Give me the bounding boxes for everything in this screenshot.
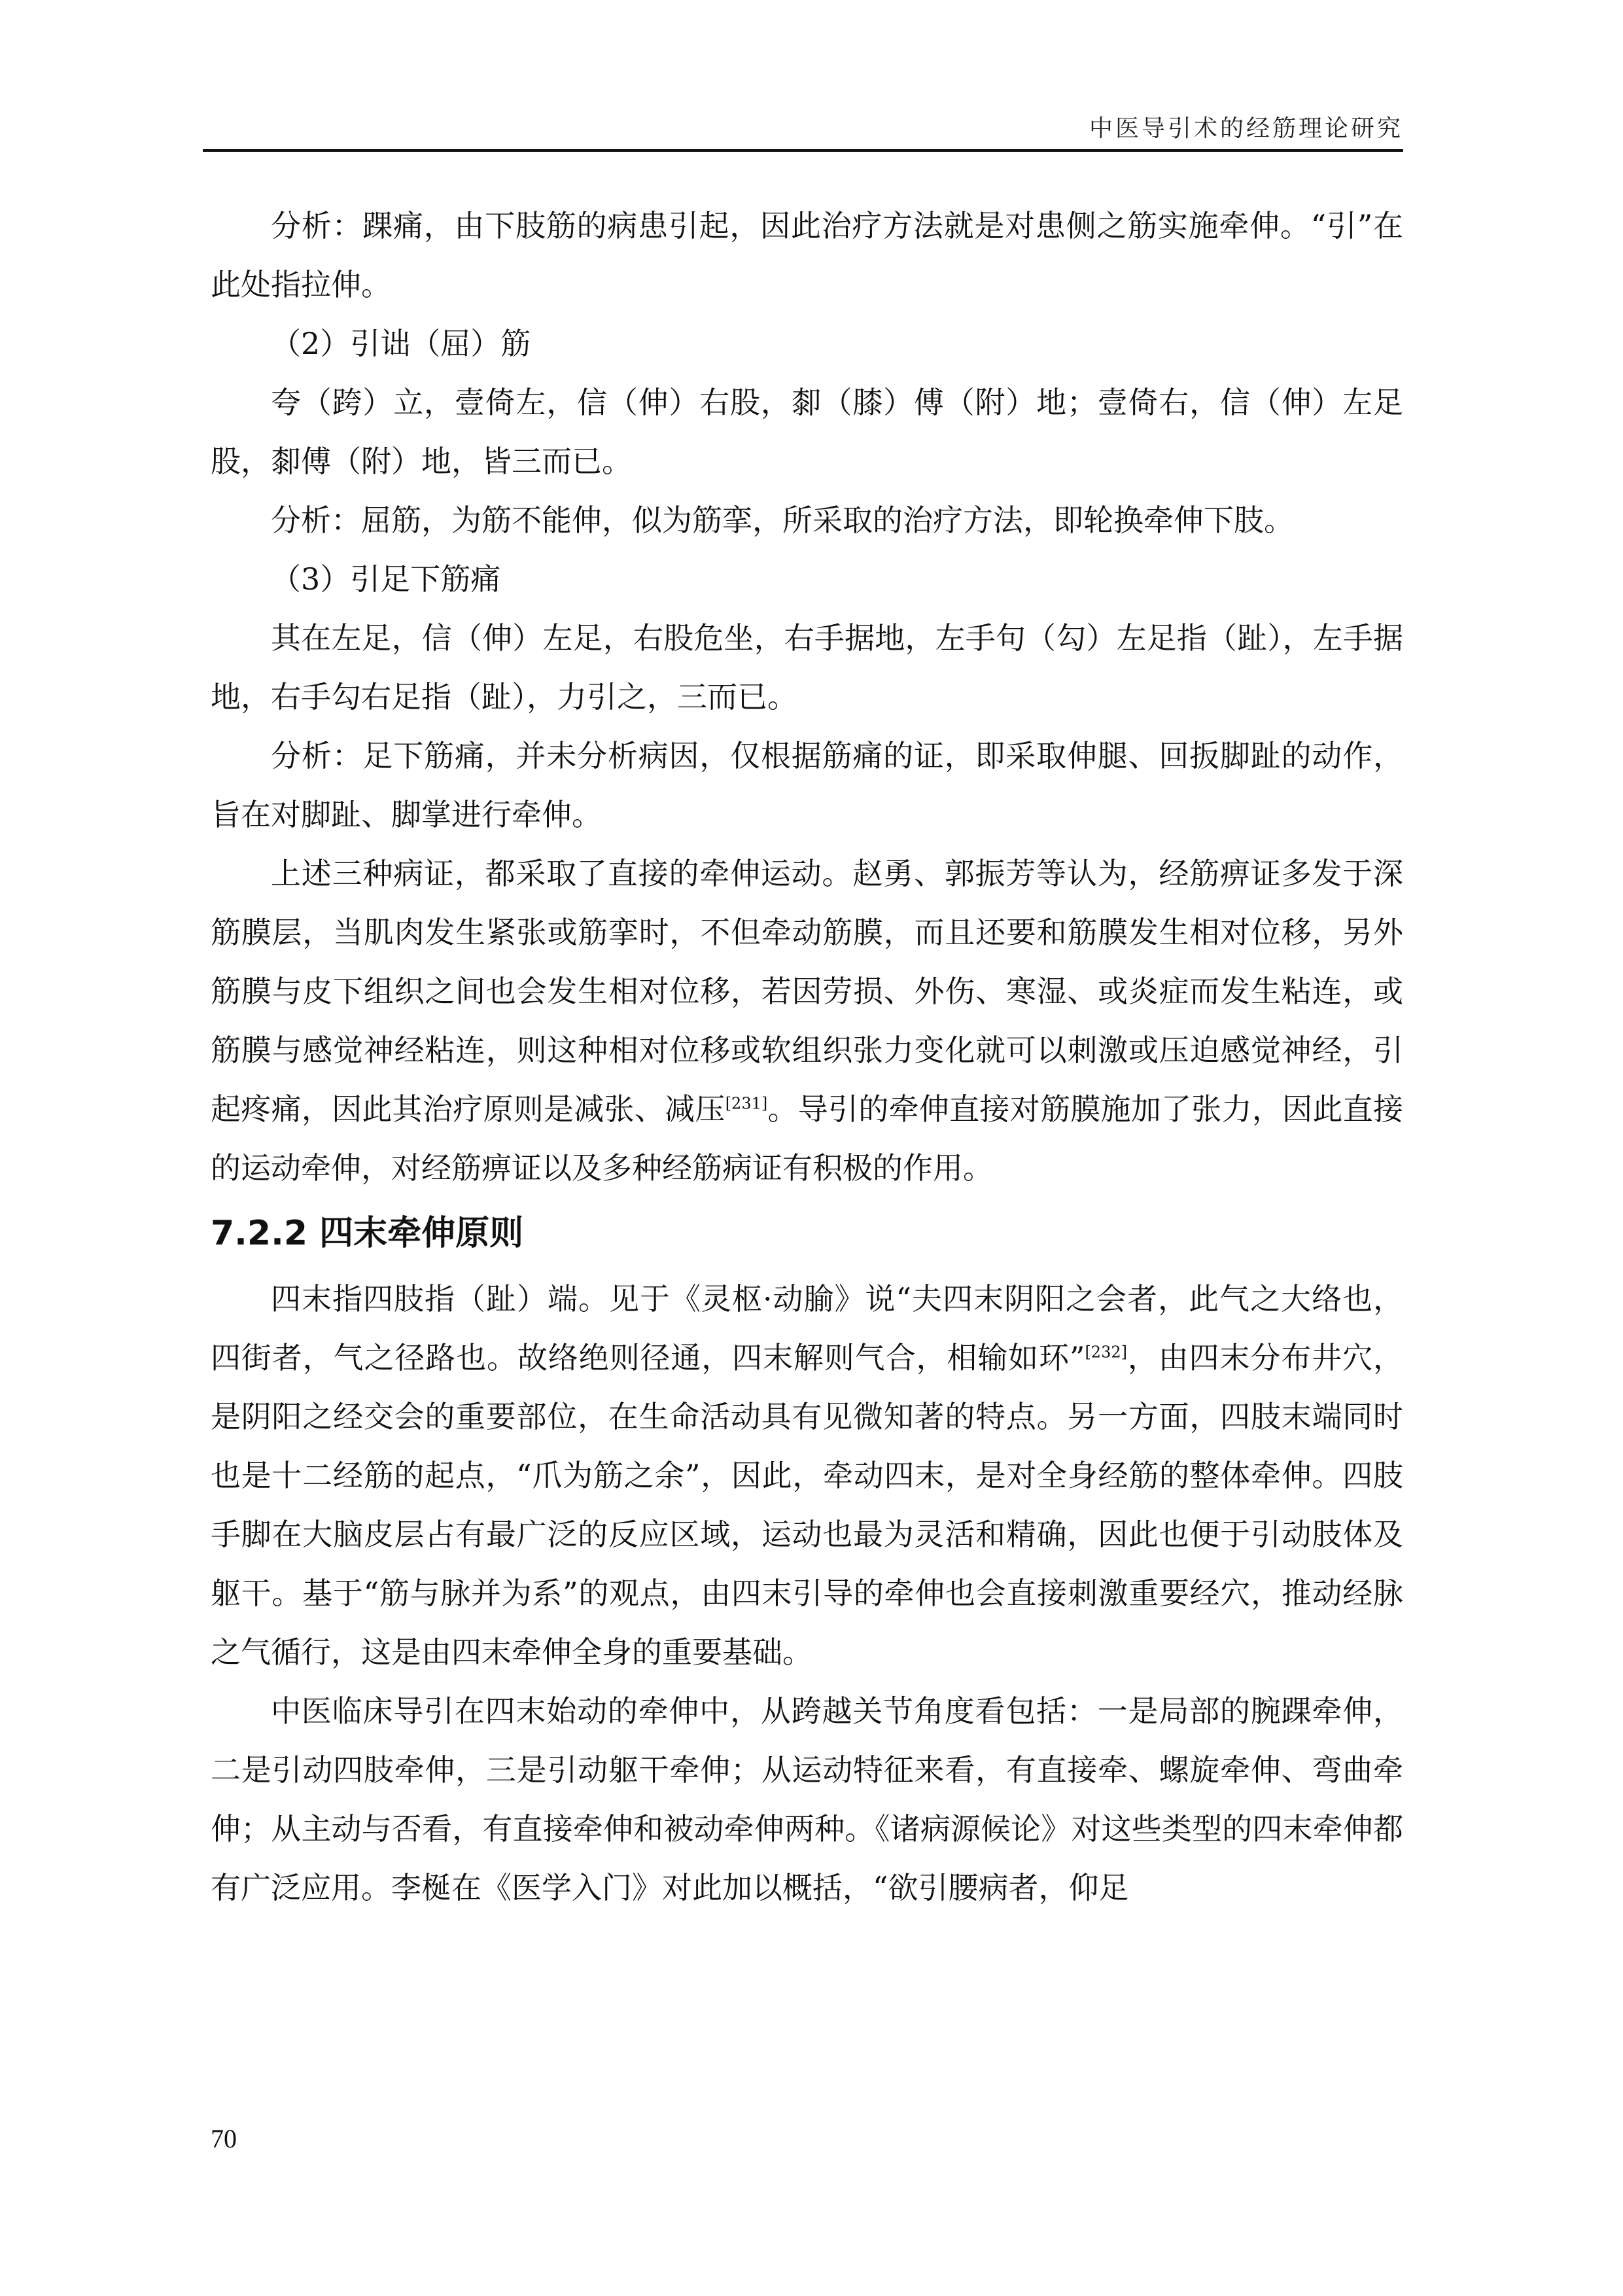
four-extremities-paragraph bbox=[211, 1269, 1403, 1682]
citation-231: [231] bbox=[725, 1094, 768, 1113]
discussion-text-1: 上述三种病证，都采取了直接的牵伸运动。赵勇、郭振芳等认为，经筋痹证多发于深筋膜层，当肌肉发生紧张或筋挛时，不但牵动筋膜，而且还要和筋膜发生相对位移，另外筋膜与皮下组织之间也会发生相对位移，若因劳损、外伤、寒湿、或炎症而发生粘连，或筋膜与感觉神经粘连，则这种相对位移或软组织张力变化就可以刺激或压迫感觉神经，引起疼痛，因此其治疗原则是减张、减压 bbox=[211, 856, 1403, 1127]
clinical-paragraph: 中医临床导引在四末始动的牵伸中，从跨越关节角度看包括：一是局部的腕踝牵伸，二是引动四肢牵伸，三是引动躯干牵伸；从运动特征来看，有直接牵、螺旋牵伸、弯曲牵伸；从主动与否看，有直接牵伸和被动牵伸两种。《诸病源候论》对这些类型的四末牵伸都有广泛应用。李梴在《医学入门》对此加以概括，“欲引腰病者，仰足 bbox=[211, 1693, 1403, 1905]
analysis-paragraph-1: 分析：踝痛，由下肢筋的病患引起，因此治疗方法就是对患侧之筋实施牵伸。“引”在此处指拉伸。 bbox=[211, 208, 1403, 302]
four-extremities-text-1: 四末指四肢指（趾）端。见于《灵枢·动腧》说“夫四末阴阳之会者，此气之大络也，四街者，气之径路也。故络绝则径通，四末解则气合，相输如环” bbox=[211, 1281, 1403, 1375]
section-title: 7.2.2 四末牵伸原则 bbox=[211, 1214, 524, 1253]
page-body bbox=[211, 196, 1403, 1917]
analysis-paragraph-3: 分析：足下筋痛，并未分析病因，仅根据筋痛的证，即采取伸腿、回扳脚趾的动作，旨在对脚趾、脚掌进行牵伸。 bbox=[211, 738, 1403, 832]
discussion-text-2: 。导引的牵伸直接对筋膜施加了张力，因此直接的运动牵伸，对经筋痹证以及多种经筋病证有积极的作用。 bbox=[211, 1091, 1404, 1186]
discussion-paragraph bbox=[211, 844, 1403, 1197]
four-extremities-text-2: ，由四末分布井穴，是阴阳之经交会的重要部位，在生命活动具有见微知著的特点。另一方面，四肢末端同时也是十二经筋的起点，“爪为筋之余”，因此，牵动四末，是对全身经筋的整体牵伸。四肢手脚在大脑皮层占有最广泛的反应区域，运动也最为灵活和精确，因此也便于引动肢体及躯干。基于“筋与脉并为系”的观点，由四末引导的牵伸也会直接刺激重要经穴，推动经脉之气循行，这是由四末牵伸全身的重要基础。 bbox=[211, 1340, 1403, 1670]
citation-232: [232] bbox=[1085, 1343, 1127, 1362]
analysis-paragraph-2: 分析：屈筋，为筋不能伸，似为筋挛，所采取的治疗方法，即轮换牵伸下肢。 bbox=[271, 503, 1294, 538]
subheading-2: （2）引诎（屈）筋 bbox=[271, 326, 531, 361]
page-number: 70 bbox=[211, 2124, 237, 2153]
header-rule bbox=[203, 149, 1403, 152]
subheading-3: （3）引足下筋痛 bbox=[271, 561, 501, 597]
classical-quote-2: 夸（跨）立，壹倚左，信（伸）右股，厀（膝）傅（附）地；壹倚右，信（伸）左足股，厀傅（附）地，皆三而已。 bbox=[211, 385, 1403, 479]
classical-quote-3: 其在左足，信（伸）左足，右股危坐，右手据地，左手句（勾）左足指（趾），左手据地，右手勾右足指（趾），力引之，三而已。 bbox=[211, 620, 1403, 715]
running-header: 中医导引术的经筋理论研究 bbox=[1089, 115, 1403, 142]
